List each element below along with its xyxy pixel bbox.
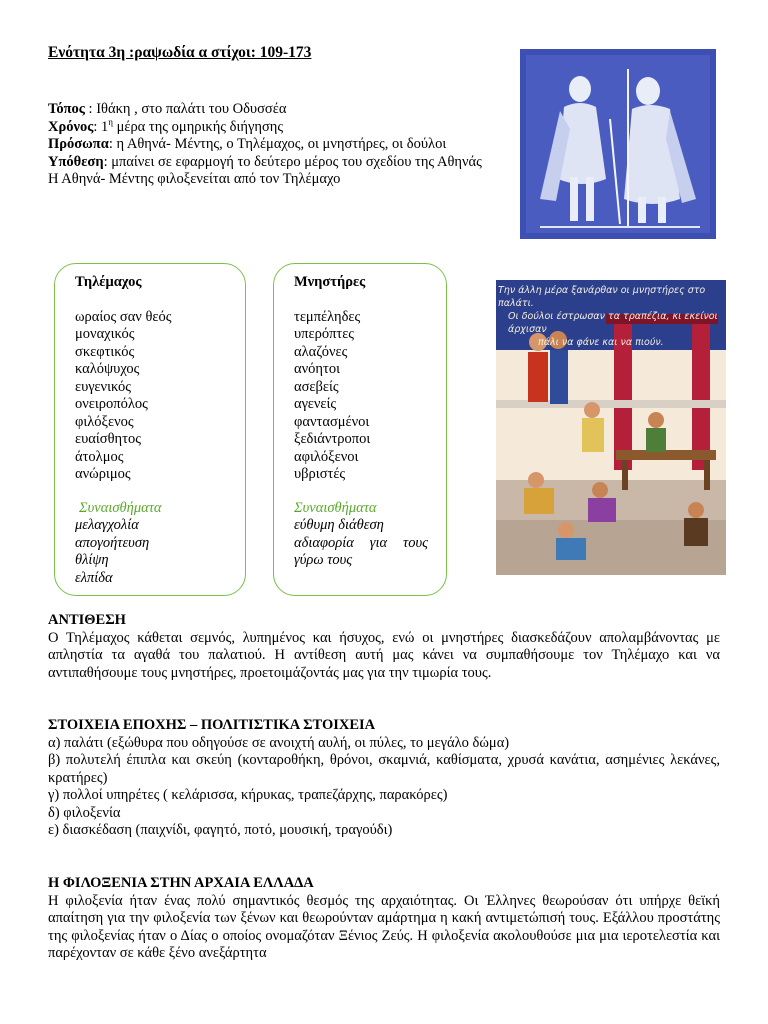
telemachus-emotion: θλίψη — [75, 552, 109, 568]
intro-block — [48, 101, 510, 189]
telemachus-box — [54, 263, 246, 596]
stoixeia-heading: ΣΤΟΙΧΕΙΑ ΕΠΟΧΗΣ – ΠΟΛΙΤΙΣΤΙΚΑ ΣΤΟΙΧΕΙΑ — [48, 717, 376, 733]
stoixeia-item: ε) διασκέδαση (παιχνίδι, φαγητό, ποτό, μουσική, τραγούδι) — [48, 822, 393, 838]
stoixeia-item: β) πολυτελή έπιπλα και σκεύη (κονταροθήκη, θρόνοι, σκαμνιά, καθίσματα, χρυσά κανάτια, ασημένιες λεκάνες, κρατήρες) — [48, 752, 720, 786]
scene-caption — [498, 284, 724, 349]
suitors-trait: υπερόπτες — [294, 326, 355, 342]
page-title: Ενότητα 3η :ραψωδία α στίχοι: 109-173 — [48, 44, 312, 61]
scene-caption-line: Την άλλη μέρα ξανάρθαν οι μνηστήρες στο παλάτι. — [498, 285, 706, 309]
suitors-trait: αφιλόξενοι — [294, 448, 359, 465]
telemachus-emotion: απογοήτευση — [75, 534, 150, 551]
telemachus-trait: φιλόξενος — [75, 413, 134, 430]
stoixeia-section — [48, 717, 720, 840]
telemachus-trait: ωραίος σαν θεός — [75, 308, 172, 325]
suitors-trait: αγενείς — [294, 396, 337, 412]
telemachus-emotion: ελπίδα — [75, 569, 113, 586]
telemachus-emotion: μελαγχολία — [75, 517, 139, 533]
telemachus-trait: ανώριμος — [75, 466, 131, 482]
suitors-feast-image — [496, 280, 726, 575]
intro-last-line: Η Αθηνά- Μέντης φιλοξενείται από τον Τηλέμαχο — [48, 171, 341, 187]
stoixeia-item: δ) φιλοξενία — [48, 804, 121, 821]
suitors-trait: τεμπέληδες — [294, 308, 361, 325]
intro-ypothesi: Υπόθεση: μπαίνει σε εφαρμογή το δεύτερο μέρος του σχεδίου της Αθηνάς — [48, 153, 482, 170]
telemachus-trait: ευαίσθητος — [75, 431, 141, 447]
stoixeia-item: γ) πολλοί υπηρέτες ( κελάρισσα, κήρυκας, τραπεζάρχης, παρακόρες) — [48, 787, 448, 803]
filoxenia-text: Η φιλοξενία ήταν ένας πολύ σημαντικός θεσμός της αρχαιότητας. Οι Έλληνες θεωρούσαν ότι υπήρχε θεϊκή απαίτηση για την φιλοξενία των ξένων και θεωρούνταν αμάρτημα η κακή αντιμετώπισή τους. Εξάλλου προστάτης της φιλοξενίας ήταν ο Δίας ο οποίος ονομαζόταν Ξένιος Ζεύς. Η φιλοξενία ακολουθούσε μια μια ιεροτελεστία και παρέχονταν σε κάθε ξένο ανεξάρτητα — [48, 892, 720, 961]
intro-prosopa: Πρόσωπα: η Αθηνά- Μέντης, ο Τηλέμαχος, οι μνηστήρες, οι δούλοι — [48, 136, 447, 152]
suitors-emotion: εύθυμη διάθεση — [294, 517, 384, 533]
telemachus-trait: σκεφτικός — [75, 343, 135, 360]
suitors-trait: αλαζόνες — [294, 343, 348, 360]
suitors-trait: φαντασμένοι — [294, 413, 370, 430]
antithesi-section — [48, 612, 720, 682]
telemachus-trait: ευγενικός — [75, 378, 131, 395]
scene-caption-line: πάλι να φάνε και να πιούν. — [538, 337, 664, 348]
suitors-trait: ανόητοι — [294, 361, 340, 377]
antithesi-text: Ο Τηλέμαχος κάθεται σεμνός, λυπημένος και ήσυχος, ενώ οι μνηστήρες διασκεδάζουν απολαμβάνοντας με απληστία τα αγαθά του παλατιού. Η αντίθεση αυτή μας κάνει να συμπαθήσουμε τον Τηλέμαχο και να αντιπαθήσουμε τους μνηστήρες, προετοιμάζοντάς μας για την τιμωρία τους. — [48, 629, 720, 681]
suitors-emotion: γύρω τους — [294, 552, 353, 568]
vase-painting-image — [520, 49, 716, 239]
filoxenia-section — [48, 875, 720, 963]
suitors-trait: υβριστές — [294, 466, 346, 482]
telemachus-trait: άτολμος — [75, 448, 124, 465]
suitors-title: Μνηστήρες — [294, 274, 366, 290]
intro-chronos: Χρόνος: $1^\eta$ μέρα της ομηρικής διήγησης — [48, 116, 284, 135]
suitors-emotions-title: Συναισθήματα — [294, 499, 377, 516]
telemachus-trait: καλόψυχος — [75, 361, 140, 377]
suitors-trait: ασεβείς — [294, 378, 339, 395]
telemachus-trait: ονειροπόλος — [75, 396, 148, 412]
stoixeia-item: α) παλάτι (εξώθυρα που οδηγούσε σε ανοιχτή αυλή, οι πύλες, το μεγάλο δώμα) — [48, 734, 510, 751]
intro-topos: Τόπος : Ιθάκη , στο παλάτι του Οδυσσέα — [48, 101, 287, 117]
scene-caption-line: Οι δούλοι έστρωσαν τα τραπέζια, κι εκείνοι άρχισαν — [508, 311, 718, 335]
suitors-trait: ξεδιάντροποι — [294, 431, 371, 447]
antithesi-heading: ΑΝΤΙΘΕΣΗ — [48, 612, 126, 628]
telemachus-title: Τηλέμαχος — [75, 274, 142, 290]
suitors-box — [273, 263, 447, 596]
telemachus-emotions-title: Συναισθήματα — [79, 499, 162, 516]
filoxenia-heading: Η ΦΙΛΟΞΕΝΙΑ ΣΤΗΝ ΑΡΧΑΙΑ ΕΛΛΑΔΑ — [48, 875, 314, 891]
telemachus-trait: μοναχικός — [75, 326, 135, 342]
suitors-emotion: αδιαφορία για τους — [294, 534, 428, 551]
